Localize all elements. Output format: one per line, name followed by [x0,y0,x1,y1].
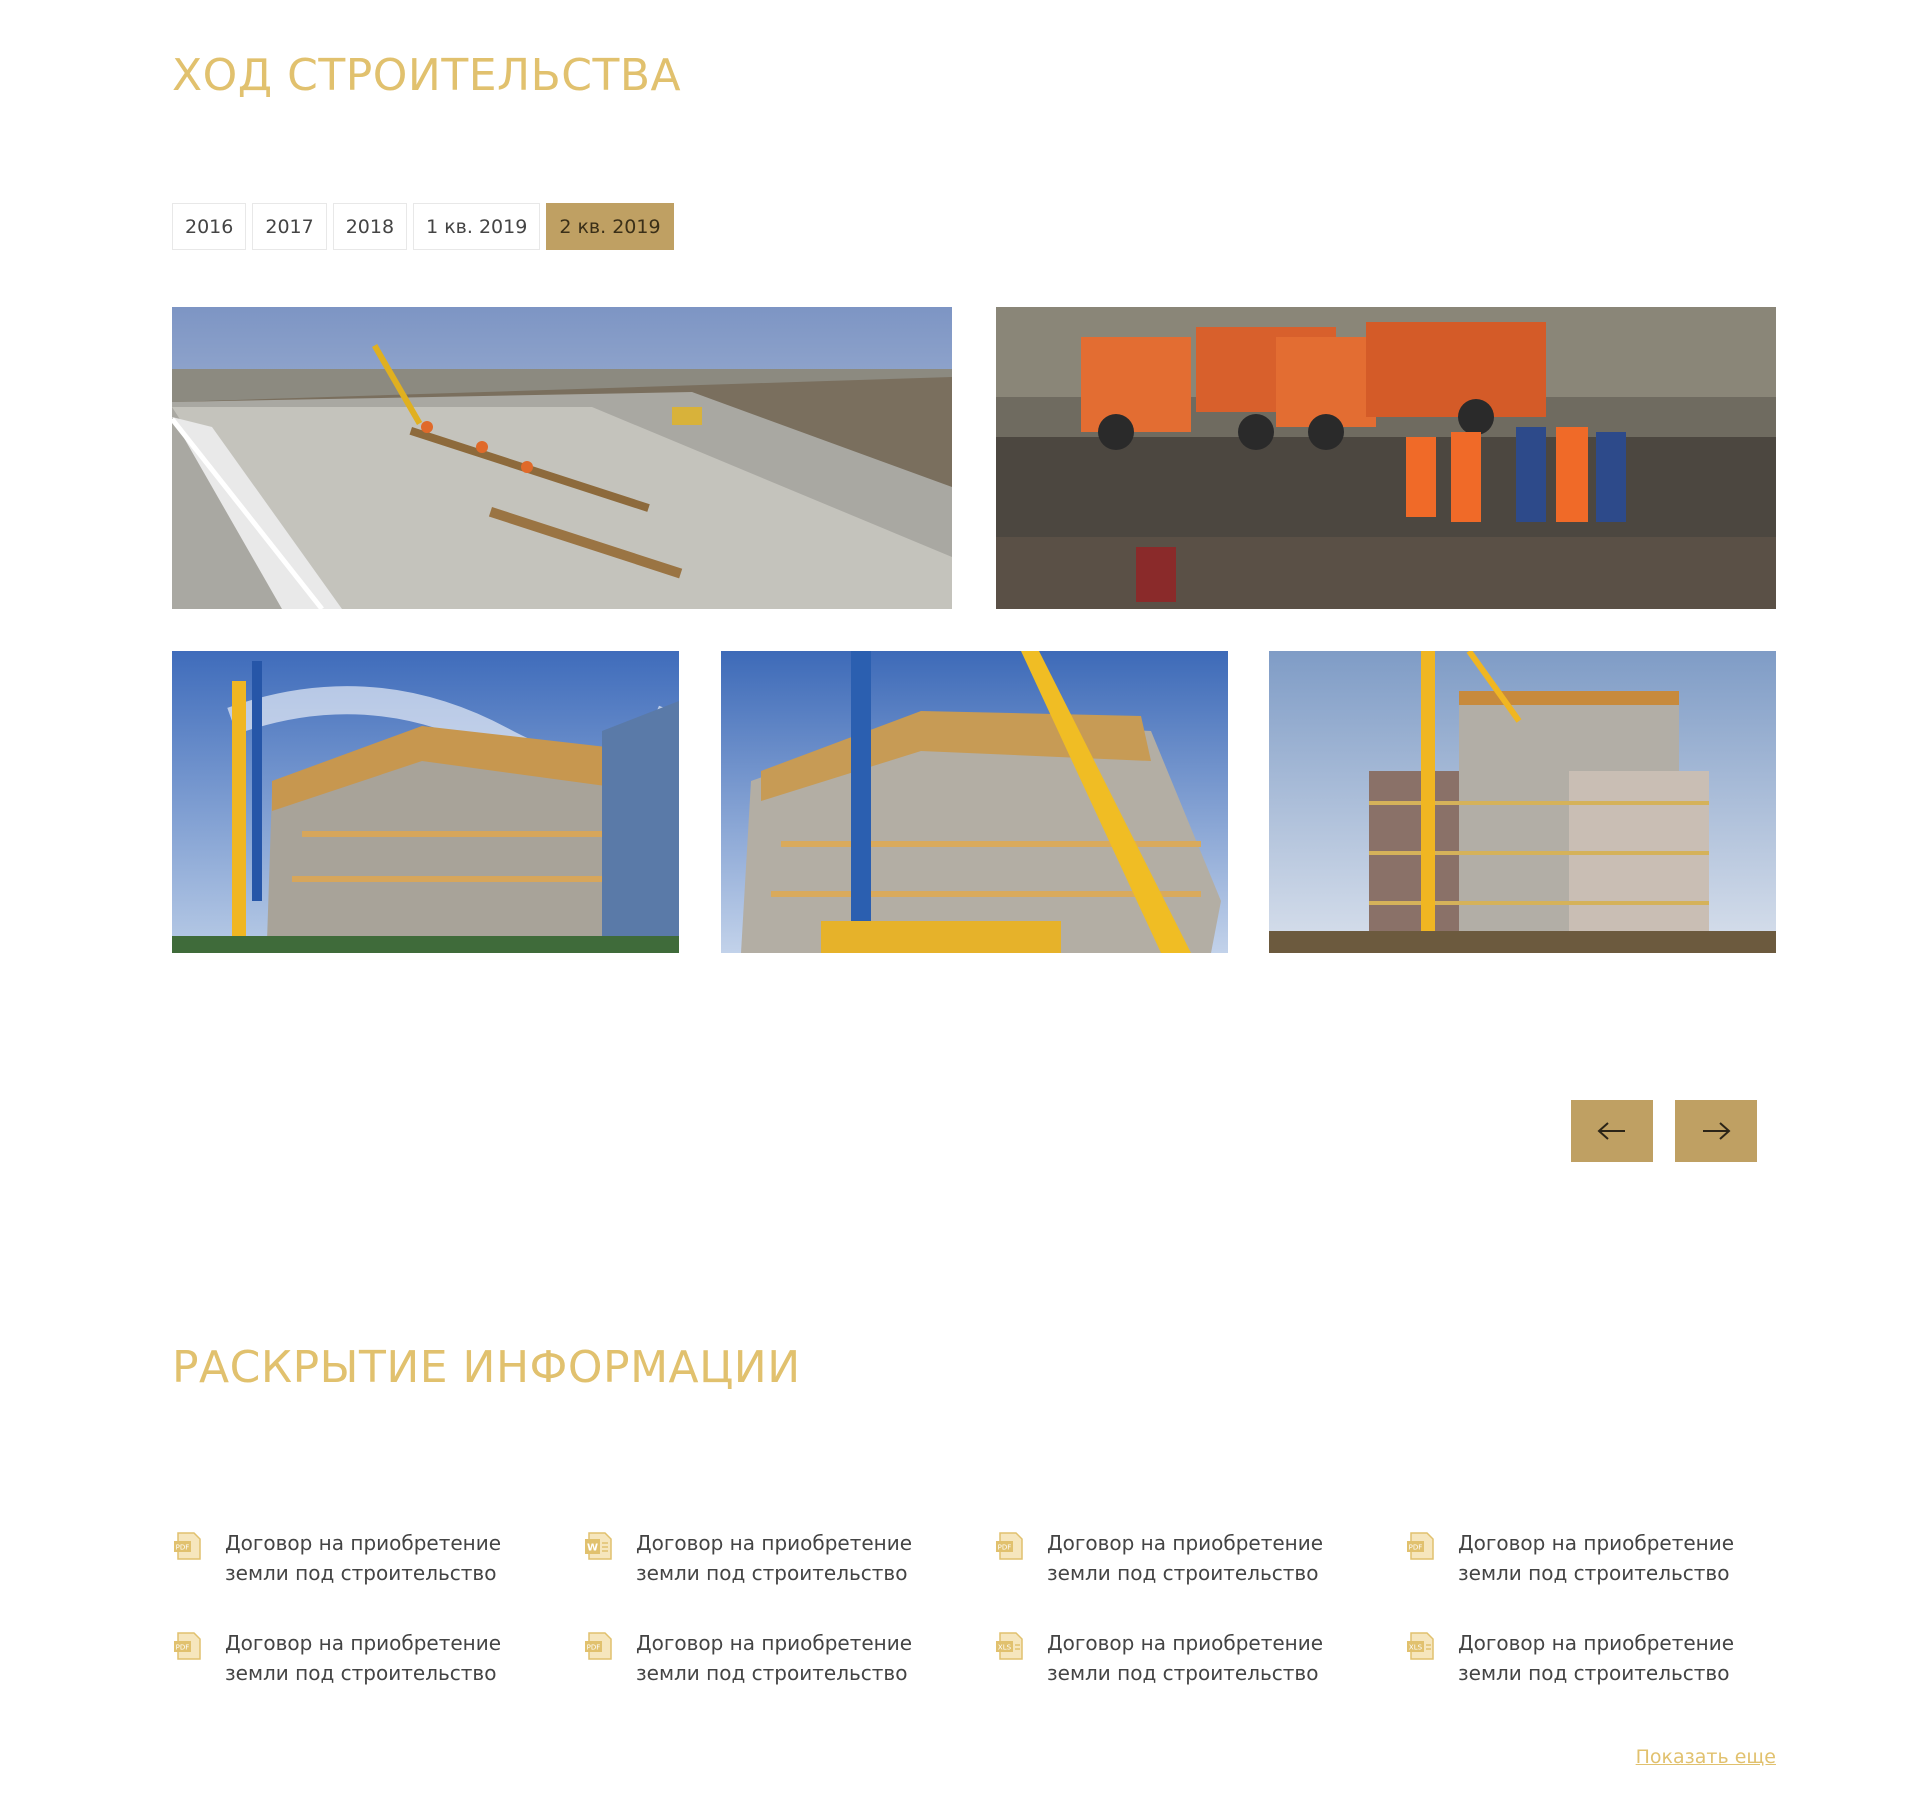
pdf-file-icon [172,1630,204,1662]
pdf-file-icon [583,1630,615,1662]
show-more-link[interactable]: Показать еще [1635,1746,1776,1768]
construction-photo[interactable] [996,307,1776,609]
document-title-line: земли под строительство [1458,1561,1730,1585]
document-title-line: Договор на приобретение [225,1531,502,1555]
document-title-line: Договор на приобретение [1047,1631,1324,1655]
construction-photo[interactable] [172,651,679,953]
document-title-line: земли под строительство [225,1661,497,1685]
svg-text:PDF: PDF [997,1543,1012,1552]
tab-q2-2019[interactable]: 2 кв. 2019 [546,203,673,250]
document-title-line: земли под строительство [636,1661,908,1685]
document-link[interactable] [583,1628,994,1688]
document-title-line: земли под строительство [225,1561,497,1585]
period-tabs [172,203,674,250]
document-link[interactable] [994,1628,1405,1688]
tab-2016[interactable]: 2016 [172,203,246,250]
document-title-line: земли под строительство [636,1561,908,1585]
document-link[interactable] [172,1528,583,1588]
document-title-line: Договор на приобретение [1458,1531,1735,1555]
construction-photo[interactable] [721,651,1228,953]
pdf-file-icon [1405,1530,1437,1562]
svg-text:W: W [586,1542,599,1554]
svg-text:XLS: XLS [1408,1643,1423,1652]
pdf-file-icon [172,1530,204,1562]
disclosure-title: РАСКРЫТИЕ ИНФОРМАЦИИ [172,1342,801,1393]
svg-text:PDF: PDF [586,1643,601,1652]
prev-button[interactable] [1571,1100,1653,1162]
next-button[interactable] [1675,1100,1757,1162]
document-title-line: Договор на приобретение [225,1631,502,1655]
svg-text:XLS: XLS [997,1643,1012,1652]
arrow-left-icon [1597,1121,1627,1141]
document-link[interactable] [1405,1528,1816,1588]
document-link[interactable] [172,1628,583,1688]
tab-2017[interactable]: 2017 [252,203,326,250]
word-file-icon [583,1530,615,1562]
construction-photo[interactable] [172,307,952,609]
document-title-line: земли под строительство [1458,1661,1730,1685]
arrow-right-icon [1701,1121,1731,1141]
document-title-line: Договор на приобретение [636,1631,913,1655]
xls-file-icon [994,1630,1026,1662]
tab-q1-2019[interactable]: 1 кв. 2019 [413,203,540,250]
documents-list [172,1528,1776,1688]
document-title-line: Договор на приобретение [636,1531,913,1555]
document-link[interactable] [1405,1628,1816,1688]
construction-photo[interactable] [1269,651,1776,953]
xls-file-icon [1405,1630,1437,1662]
svg-text:PDF: PDF [175,1643,190,1652]
document-title-line: земли под строительство [1047,1661,1319,1685]
document-link[interactable] [583,1528,994,1588]
document-title-line: Договор на приобретение [1458,1631,1735,1655]
svg-text:PDF: PDF [175,1543,190,1552]
svg-text:PDF: PDF [1408,1543,1423,1552]
document-title-line: Договор на приобретение [1047,1531,1324,1555]
document-title-line: земли под строительство [1047,1561,1319,1585]
tab-2018[interactable]: 2018 [333,203,407,250]
document-link[interactable] [994,1528,1405,1588]
construction-progress-title: ХОД СТРОИТЕЛЬСТВА [172,50,682,101]
pdf-file-icon [994,1530,1026,1562]
